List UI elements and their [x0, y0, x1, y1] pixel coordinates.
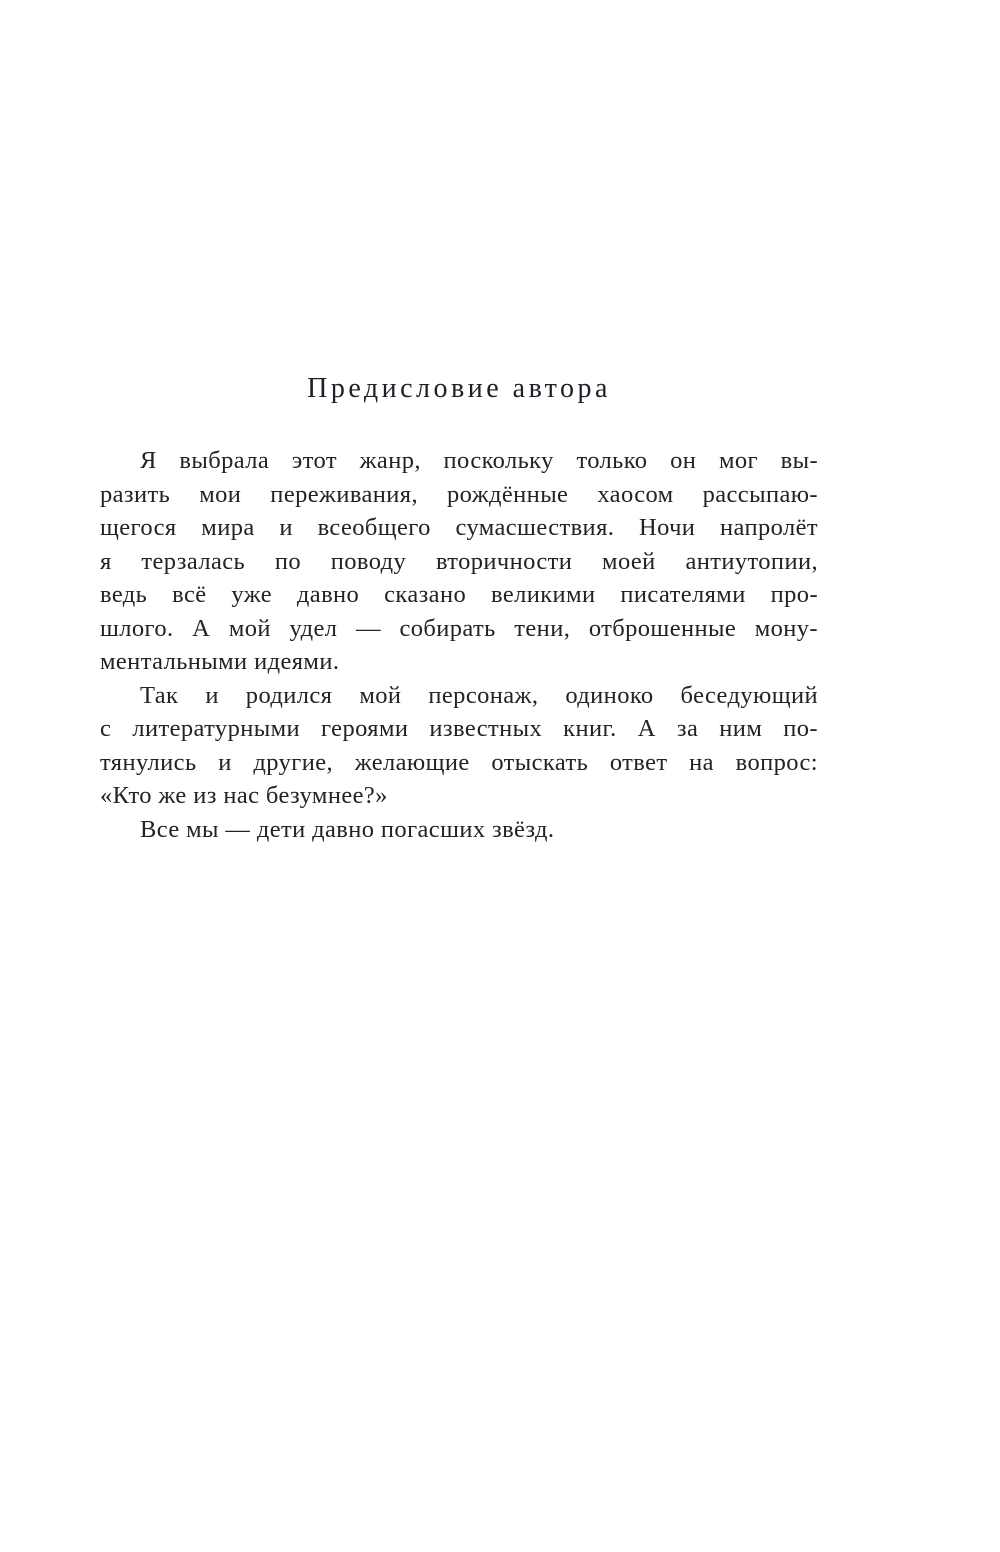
- text-line: разить мои переживания, рождённые хаосом рассыпаю-: [100, 480, 818, 508]
- text-line: Я выбрала этот жанр, поскольку только он мог вы-: [140, 447, 818, 474]
- text-line: Все мы — дети давно погасших звёзд.: [140, 815, 555, 843]
- paragraph: [100, 444, 818, 679]
- text-line: ментальными идеями.: [100, 648, 340, 675]
- text-line: щегося мира и всеобщего сумасшествия. Ночи напролёт: [100, 514, 818, 541]
- text-line: с литературными героями известных книг. А за ним по-: [100, 715, 818, 742]
- paragraph: [100, 679, 818, 813]
- text-line: Так и родился мой персонаж, одиноко беседующий: [140, 681, 818, 709]
- text-block: [100, 372, 818, 846]
- page-title: Предисловие автора: [307, 373, 611, 404]
- text-line: ведь всё уже давно сказано великими писателями про-: [100, 581, 818, 608]
- paragraph: [100, 813, 818, 847]
- text-line: я терзалась по поводу вторичности моей антиутопии,: [100, 547, 818, 575]
- text-line: «Кто же из нас безумнее?»: [100, 782, 388, 809]
- text-line: шлого. А мой удел — собирать тени, отброшенные мону-: [100, 614, 818, 642]
- text-line: тянулись и другие, желающие отыскать ответ на вопрос:: [100, 748, 818, 776]
